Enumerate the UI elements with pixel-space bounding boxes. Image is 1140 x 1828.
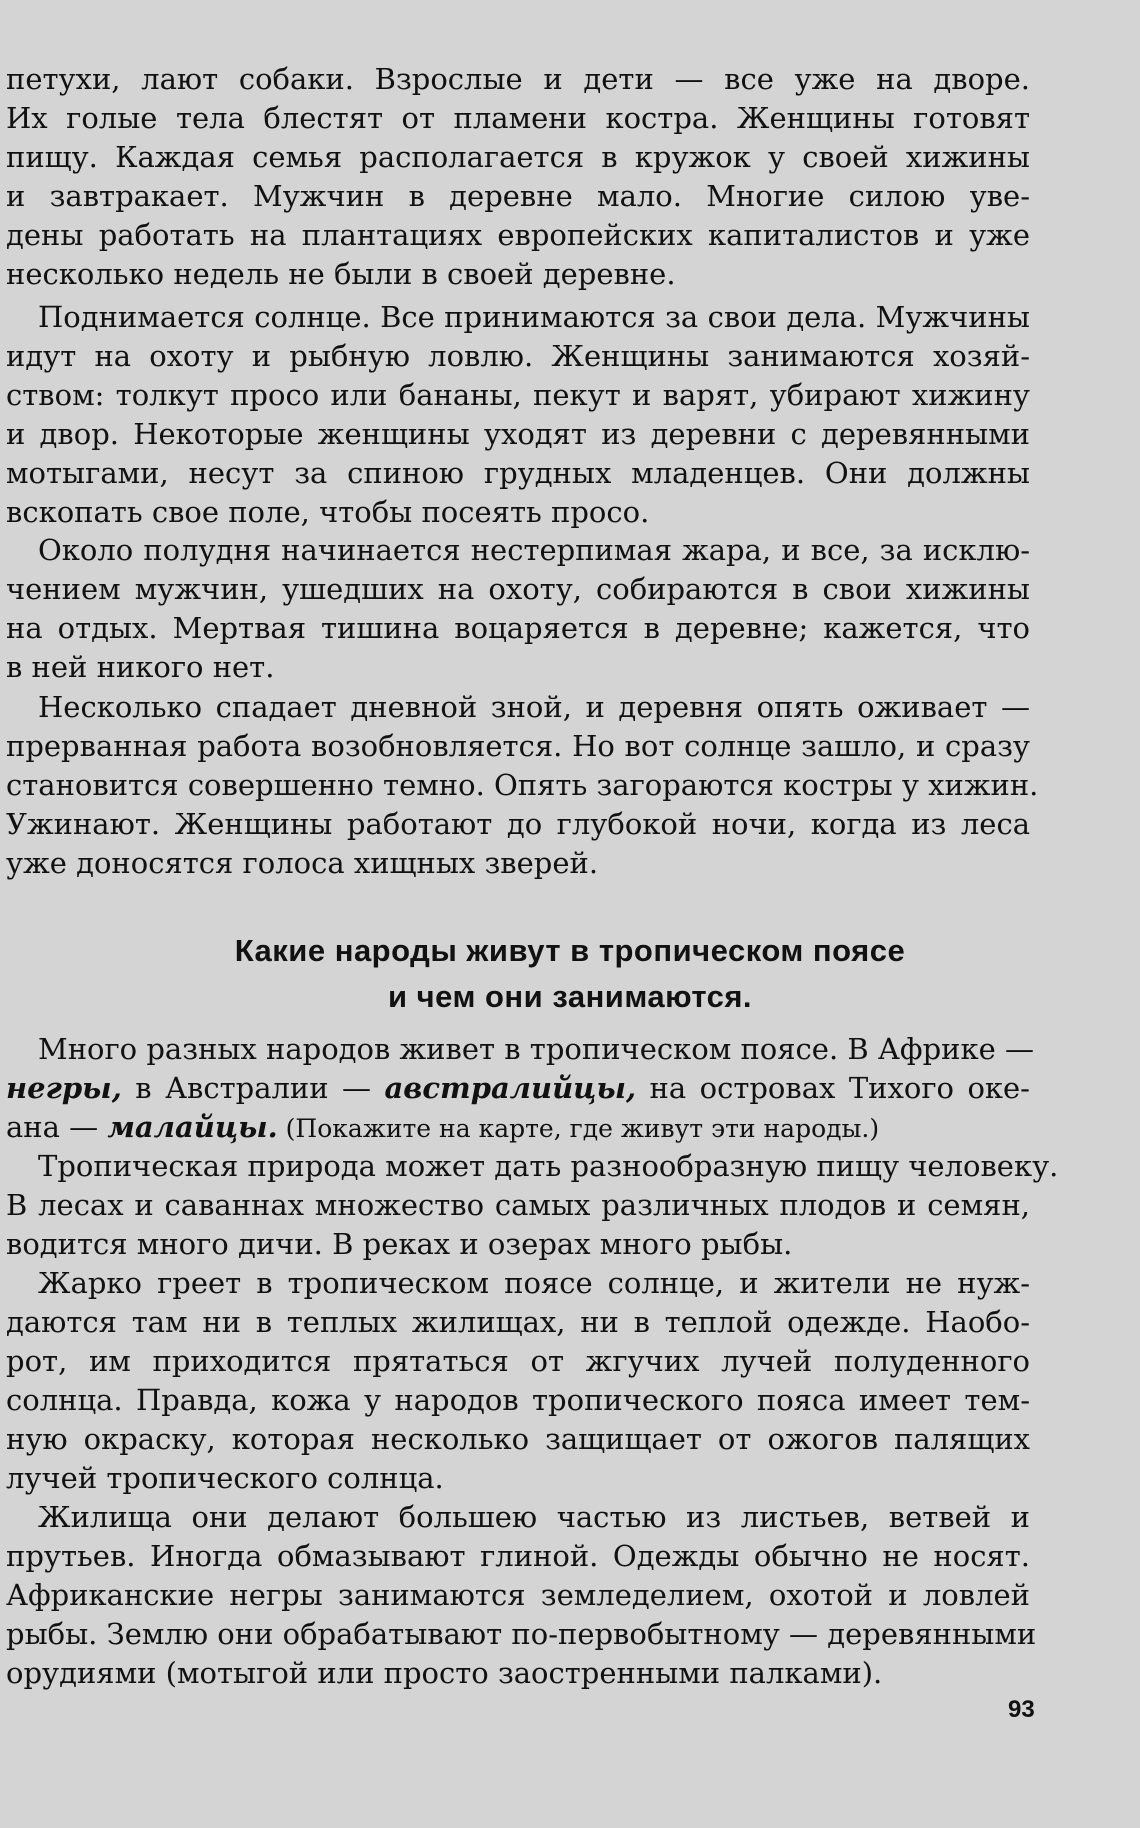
term-malays: малайцы. [107, 1110, 278, 1144]
text-line [6, 1108, 1030, 1148]
text-line: вскопать свое поле, чтобы посеять просо. [6, 495, 650, 529]
map-instruction: (Покажите на карте, где живут эти народы.) [277, 1114, 880, 1143]
text-line: прерванная работа возобновляется. Но вот солнце зашло, и сразу [6, 729, 1030, 763]
text-line: Африканские негры занимаются земледелием, охотой и ловлей [6, 1578, 1030, 1612]
paragraph-evening [6, 688, 1039, 883]
text-line: идут на охоту и рыбную ловлю. Женщины занимаются хозяй- [6, 339, 1030, 373]
text-line: лучей тропического солнца. [6, 1461, 444, 1495]
term-negry: негры, [6, 1071, 122, 1105]
page-number: 93 [1008, 1696, 1035, 1723]
text-line [6, 1069, 1030, 1108]
text-line: Несколько спадает дневной зной, и деревня опять оживает — [38, 690, 1030, 724]
paragraph-peoples [6, 1030, 1034, 1148]
text-line: пищу. Каждая семья располагается в кружок у своей хижины [6, 140, 1030, 174]
text-line: прутьев. Иногда обмазывают глиной. Одежды обычно не носят. [6, 1539, 1030, 1573]
text-line: солнца. Правда, кожа у народов тропического пояса имеет тем- [6, 1383, 1030, 1417]
text-line: и завтракает. Мужчин в деревне мало. Многие силою уве- [6, 179, 1030, 213]
text-line: и двор. Некоторые женщины уходят из деревни с деревянными [6, 417, 1030, 451]
text-line: уже доносятся голоса хищных зверей. [6, 846, 599, 880]
heading-line-1: Какие народы живут в тропическом поясе [234, 933, 906, 968]
text-fragment: на островах Тихого оке- [636, 1071, 1030, 1105]
text-line: Ужинают. Женщины работают до глубокой ночи, когда из леса [6, 807, 1030, 841]
section-heading [0, 928, 1140, 1020]
paragraph-dwellings [6, 1498, 1037, 1693]
heading-line-2: и чем они занимаются. [387, 979, 753, 1014]
text-line: водится много дичи. В реках и озерах много рыбы. [6, 1227, 793, 1261]
text-line: рот, им приходится прятаться от жгучих лучей полуденного [6, 1344, 1030, 1378]
paragraph-sunrise [6, 298, 1030, 532]
text-line: Тропическая природа может дать разнообразную пищу человеку. [38, 1149, 1059, 1183]
text-fragment: в Австралии — [121, 1071, 385, 1105]
text-line: Жарко греет в тропическом поясе солнце, и жители не нуж- [38, 1266, 1030, 1300]
text-line: в ней никого нет. [6, 650, 275, 684]
text-line: Около полудня начинается нестерпимая жара, и все, за исклю- [38, 533, 1030, 567]
text-line: Жилища они делают большею частью из листьев, ветвей и [38, 1500, 1030, 1534]
text-line: орудиями (мотыгой или просто заостренными палками). [6, 1656, 883, 1690]
text-line: мотыгами, несут за спиною грудных младенцев. Они должны [6, 456, 1030, 490]
paragraph-sun [6, 1264, 1030, 1498]
text-line: ную окраску, которая несколько защищает от ожогов палящих [6, 1422, 1030, 1456]
text-line: даются там ни в теплых жилищах, ни в теплой одежде. Наобо- [6, 1305, 1030, 1339]
text-line: дены работать на плантациях европейских капиталистов и уже [6, 218, 1030, 252]
text-line: становится совершенно темно. Опять загораются костры у хижин. [6, 768, 1039, 802]
text-line: на отдых. Мертвая тишина воцаряется в деревне; кажется, что [6, 611, 1030, 645]
paragraph-nature [6, 1147, 1059, 1264]
text-line: несколько недель не были в своей деревне. [6, 257, 676, 291]
text-line: Их голые тела блестят от пламени костра. Женщины готовят [6, 101, 1030, 135]
text-line: ством: толкут просо или бананы, пекут и варят, убирают хижину [6, 378, 1030, 412]
text-fragment: ана — [6, 1110, 108, 1144]
text-line: петухи, лают собаки. Взрослые и дети — все уже на дворе. [6, 62, 1030, 96]
paragraph-noon [6, 531, 1030, 687]
text-line: рыбы. Землю они обрабатывают по-первобытному — деревянными [6, 1617, 1037, 1651]
term-australians: австралийцы, [384, 1071, 637, 1105]
text-line: Поднимается солнце. Все принимаются за свои дела. Мужчины [38, 300, 1030, 334]
text-line: Много разных народов живет в тропическом поясе. В Африке — [38, 1032, 1034, 1066]
text-line: В лесах и саваннах множество самых различных плодов и семян, [6, 1188, 1030, 1222]
paragraph-morning [6, 60, 1030, 294]
text-line: чением мужчин, ушедших на охоту, собираются в свои хижины [6, 572, 1030, 606]
